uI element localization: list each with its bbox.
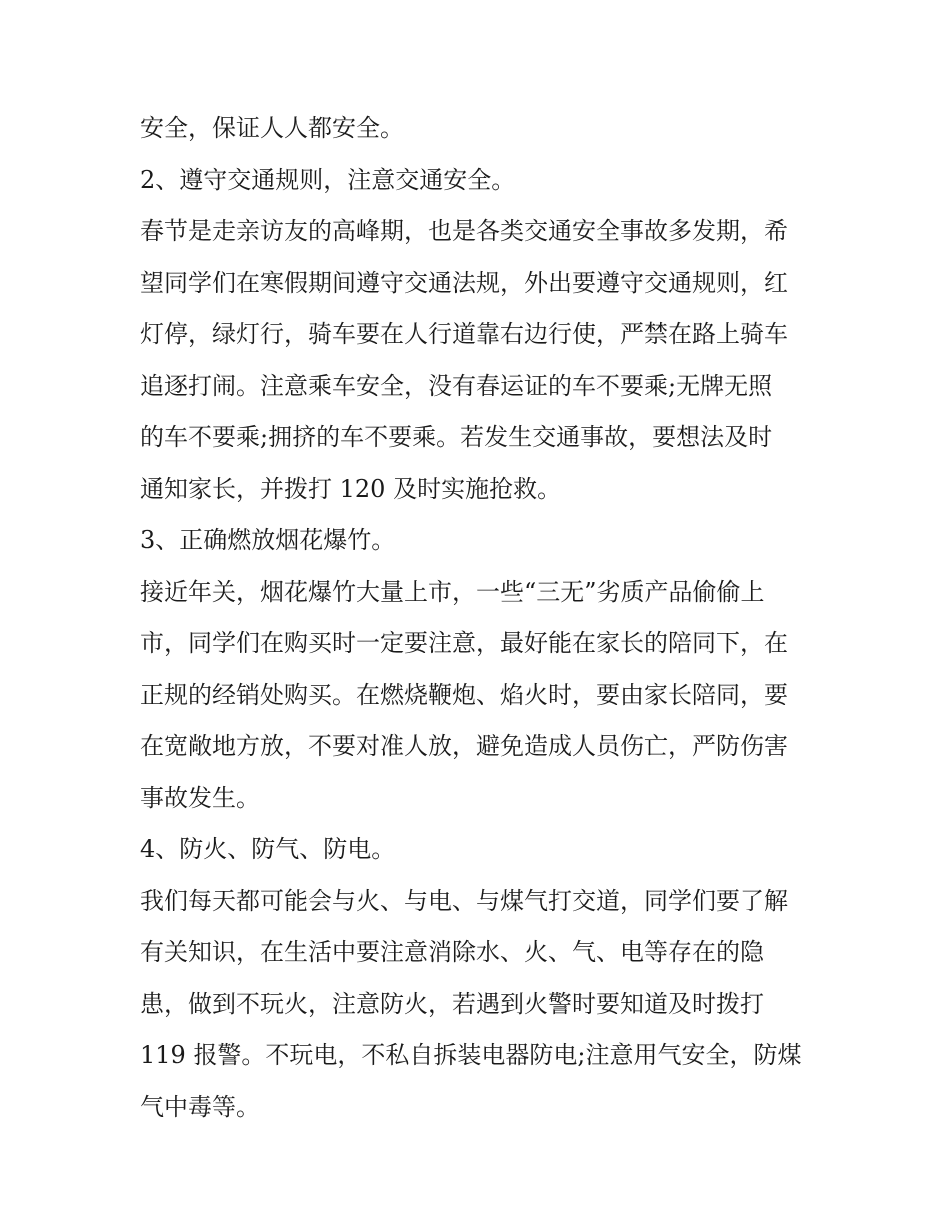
text-line: 事故发生。 [140,783,260,812]
text-line: 我们每天都可能会与火、与电、与煤气打交道，同学们要了解 [140,886,788,915]
text-line: 望同学们在寒假期间遵守交通法规，外出要遵守交通规则，红 [140,268,788,297]
text-line: 119 报警。不玩电，不私自拆装电器防电;注意用气安全，防煤 [140,1041,802,1069]
text-line: 通知家长，并拨打 120 及时实施抢救。 [140,474,562,503]
text-line: 灯停，绿灯行，骑车要在人行道靠右边行使，严禁在路上骑车 [140,320,788,348]
text-line: 正规的经销处购买。在燃烧鞭炮、焰火时，要由家长陪同，要 [140,680,788,709]
text-line: 气中毒等。 [140,1092,260,1121]
text-line: 在宽敞地方放，不要对准人放，避免造成人员伤亡，严防伤害 [140,732,788,760]
text-line: 安全，保证人人都安全。 [140,114,404,142]
text-line: 追逐打闹。注意乘车安全，没有春运证的车不要乘;无牌无照 [140,371,773,400]
text-line: 有关知识，在生活中要注意消除水、火、气、电等存在的隐 [140,938,764,966]
text-line: 接近年关，烟花爆竹大量上市，一些“三无”劣质产品偷偷上 [140,577,765,606]
text-line: 患，做到不玩火，注意防火，若遇到火警时要知道及时拨打 [140,989,764,1018]
document-body [140,103,820,1133]
section-heading: 3、正确燃放烟花爆竹。 [140,526,396,554]
section-heading: 2、遵守交通规则，注意交通安全。 [140,165,516,194]
text-line: 市，同学们在购买时一定要注意，最好能在家长的陪同下，在 [140,629,788,657]
text-line: 的车不要乘;拥挤的车不要乘。若发生交通事故，要想法及时 [140,423,773,451]
text-line: 春节是走亲访友的高峰期，也是各类交通安全事故多发期，希 [140,217,788,245]
section-heading: 4、防火、防气、防电。 [140,835,396,863]
